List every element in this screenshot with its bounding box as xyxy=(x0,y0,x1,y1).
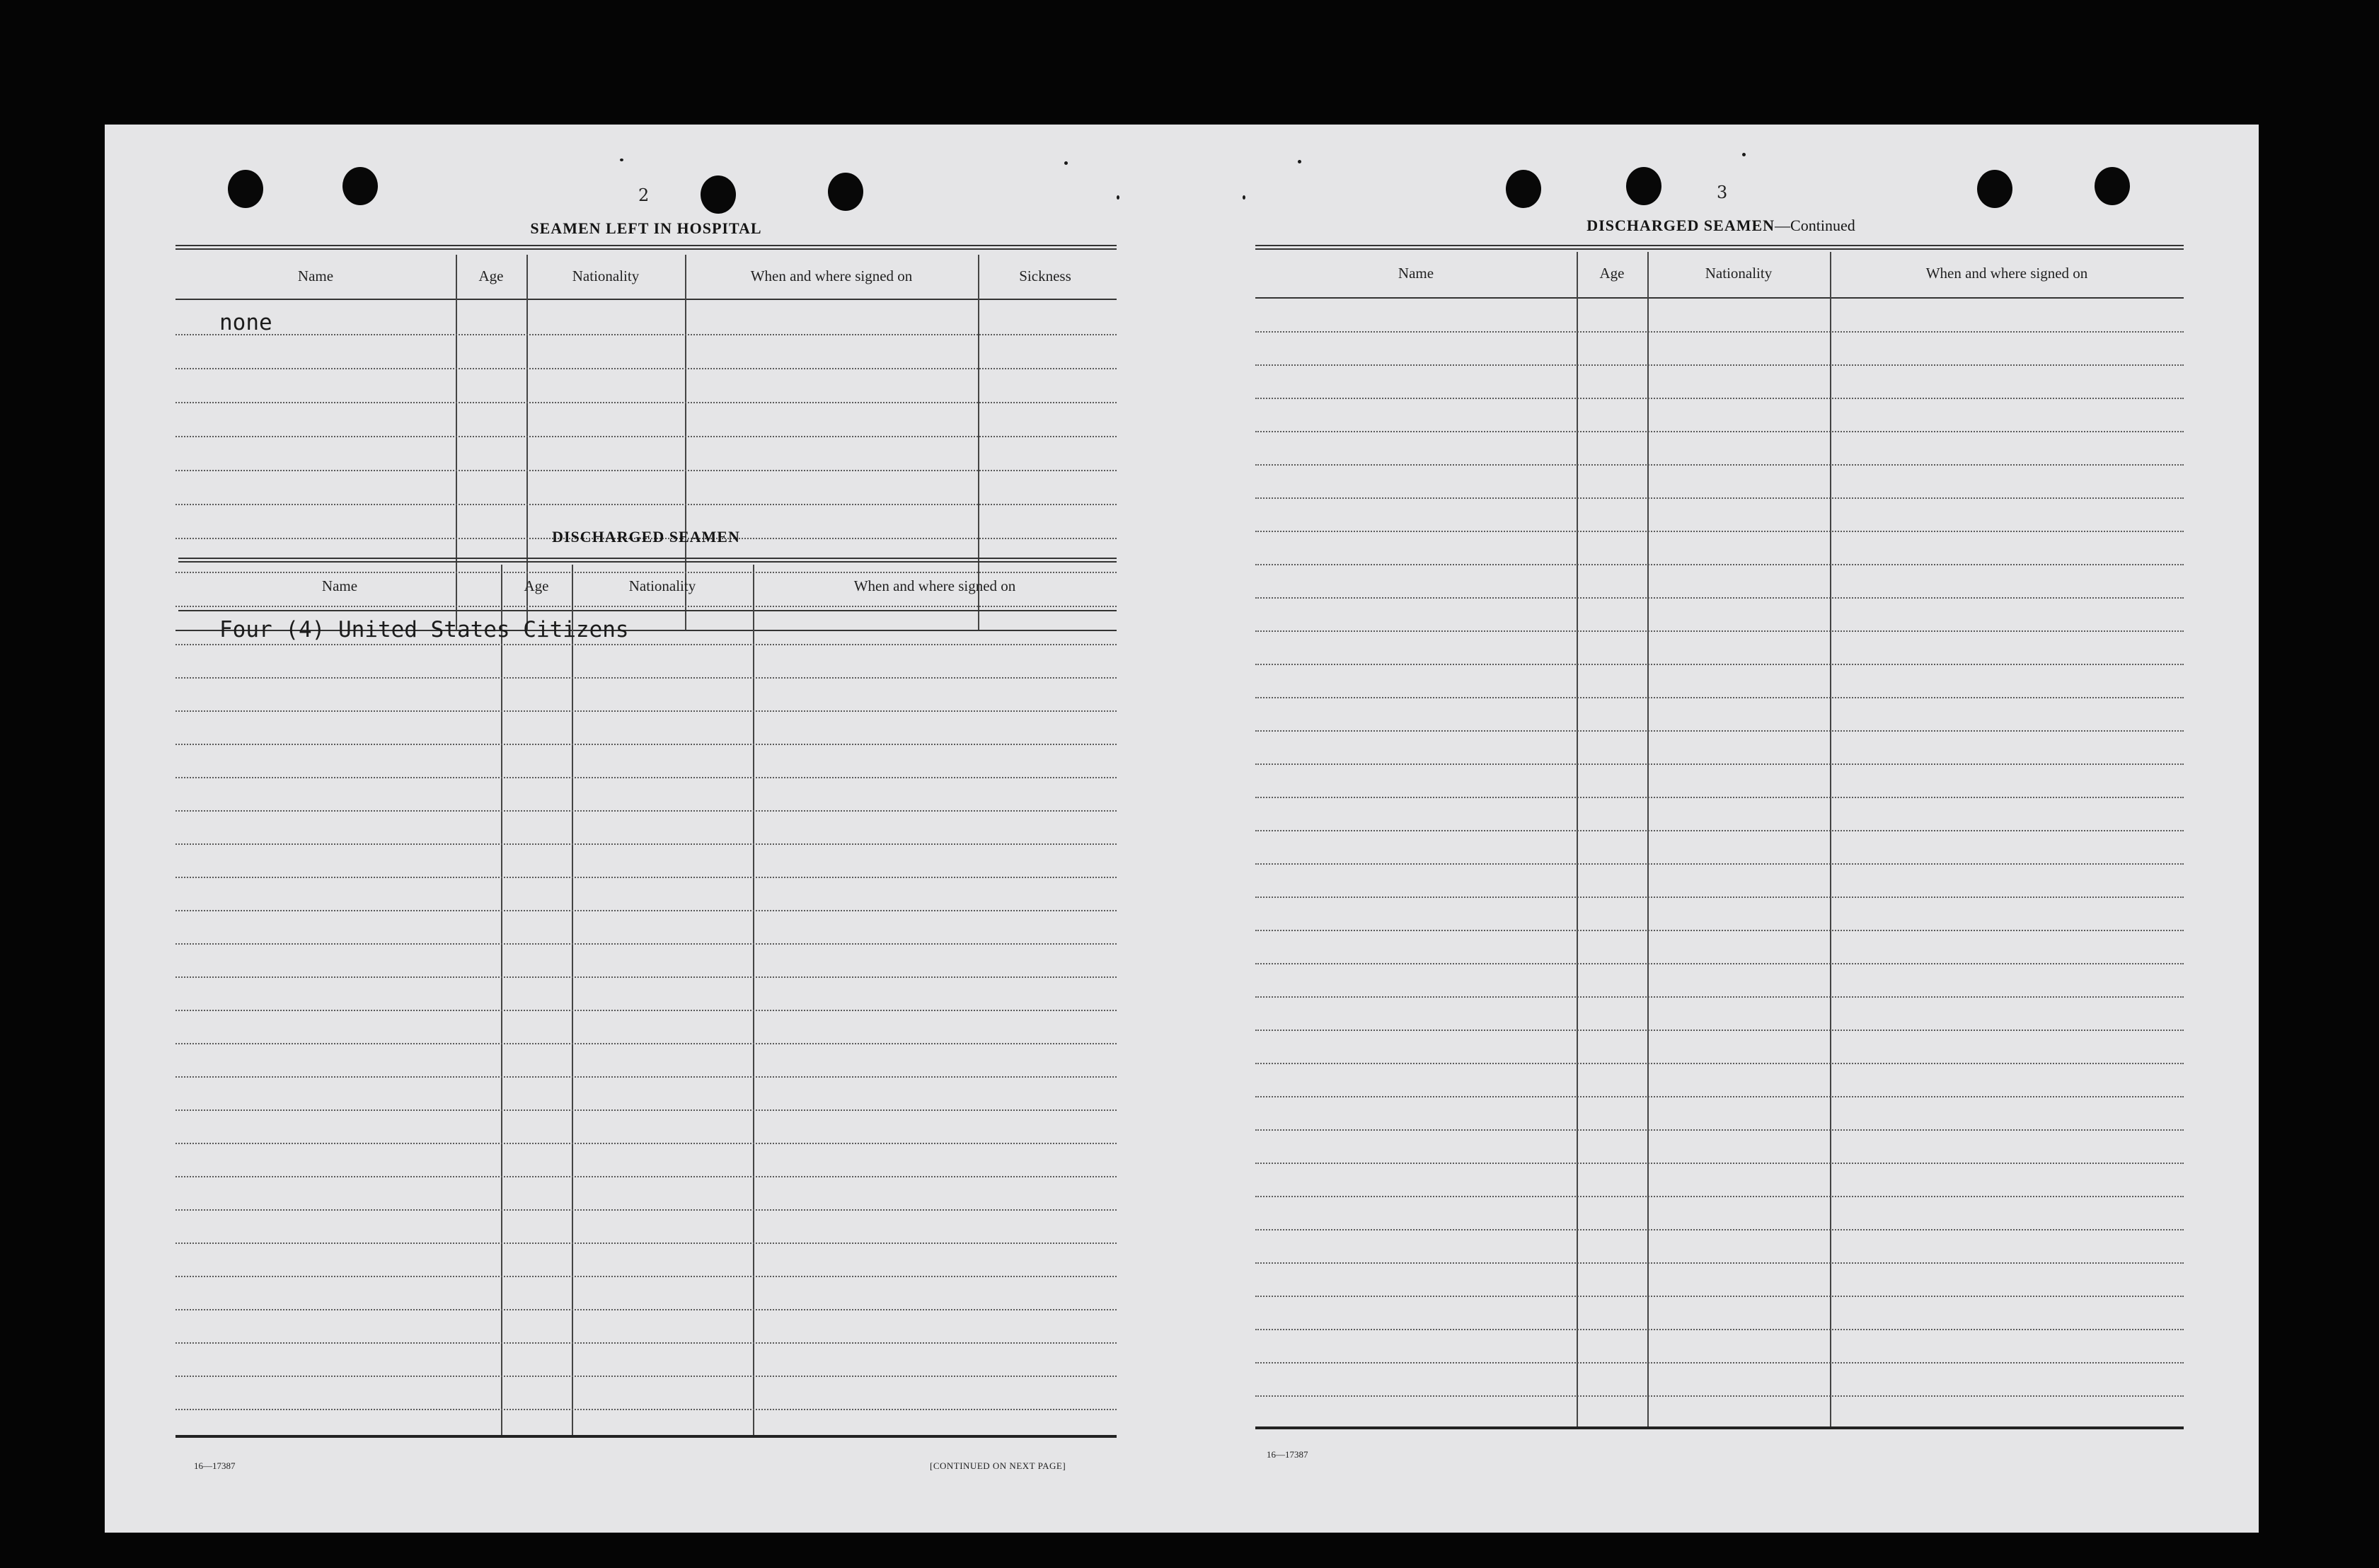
discharged-col-signed-on: When and where signed on xyxy=(853,577,1016,594)
table-row-line xyxy=(1255,1030,2184,1031)
table-row-line xyxy=(175,1010,1117,1011)
table-row-line xyxy=(1255,364,2184,366)
form-number: 16—17387 xyxy=(1267,1449,1308,1460)
right-table-bottom-rule xyxy=(1255,1426,2184,1429)
hospital-row-line xyxy=(175,436,1117,437)
table-row-line xyxy=(1255,1229,2184,1230)
table-row-line xyxy=(1255,1129,2184,1131)
table-row-line xyxy=(1255,996,2184,998)
right-header-rule xyxy=(1255,297,2184,299)
hospital-row-line xyxy=(175,402,1117,403)
table-row-line xyxy=(1255,797,2184,798)
table-row-line xyxy=(1255,398,2184,399)
right-col-age: Age xyxy=(1599,265,1625,282)
table-row-line xyxy=(1255,1296,2184,1297)
table-row-line xyxy=(175,1276,1117,1277)
table-row-line xyxy=(175,1342,1117,1344)
table-row-line xyxy=(175,1409,1117,1410)
table-row-line xyxy=(1255,1163,2184,1164)
discharged-continued-title xyxy=(1258,217,2184,235)
table-row-line xyxy=(1255,331,2184,333)
right-col-nationality: Nationality xyxy=(1705,265,1773,282)
table-row-line xyxy=(1255,763,2184,765)
right-col-name: Name xyxy=(1398,265,1434,282)
hospital-header-rule xyxy=(175,299,1117,300)
form-number: 16—17387 xyxy=(194,1460,236,1471)
discharged-entry-text: Four (4) United States Citizens xyxy=(219,617,629,642)
table-row-line xyxy=(175,1309,1117,1310)
table-row-line xyxy=(1255,1262,2184,1264)
page-number: 2 xyxy=(638,185,650,205)
hospital-col-signed-on: When and where signed on xyxy=(750,267,913,284)
hospital-col-divider xyxy=(456,255,457,631)
table-row-line xyxy=(1255,564,2184,565)
hospital-col-age: Age xyxy=(478,267,504,284)
hospital-section-title: SEAMEN LEFT IN HOSPITAL xyxy=(530,219,762,237)
hospital-col-name: Name xyxy=(297,267,334,284)
hospital-col-sickness: Sickness xyxy=(1019,267,1071,284)
hospital-table-top-rule xyxy=(175,245,1117,250)
table-row-line xyxy=(1255,464,2184,466)
table-row-line xyxy=(175,1243,1117,1244)
table-row-line xyxy=(175,877,1117,878)
table-row-line xyxy=(1255,697,2184,698)
discharged-col-age: Age xyxy=(524,577,549,594)
table-row-line xyxy=(1255,531,2184,532)
hospital-col-divider xyxy=(526,255,528,631)
table-row-line xyxy=(1255,431,2184,432)
table-row-line xyxy=(175,644,1117,645)
table-row-line xyxy=(175,910,1117,911)
table-row-line xyxy=(1255,597,2184,599)
table-row-line xyxy=(175,1043,1117,1044)
table-row-line xyxy=(1255,1096,2184,1097)
table-row-line xyxy=(1255,1196,2184,1197)
table-row-line xyxy=(1255,830,2184,831)
table-row-line xyxy=(175,1209,1117,1211)
table-row-line xyxy=(1255,664,2184,665)
hospital-row-line xyxy=(175,368,1117,369)
table-row-line xyxy=(1255,963,2184,964)
hospital-entry-text: none xyxy=(219,310,272,335)
discharged-table-top-rule xyxy=(178,558,1117,563)
page-number: 3 xyxy=(1717,183,1728,202)
table-row-line xyxy=(175,810,1117,812)
discharged-col-name: Name xyxy=(321,577,358,594)
hospital-row-line xyxy=(175,606,1117,607)
table-row-line xyxy=(1255,897,2184,898)
right-col-divider xyxy=(1830,252,1831,1426)
hospital-col-nationality: Nationality xyxy=(572,267,640,284)
discharged-col-divider xyxy=(501,565,502,1435)
table-row-line xyxy=(1255,497,2184,499)
table-row-line xyxy=(1255,730,2184,732)
continued-note: [CONTINUED ON NEXT PAGE] xyxy=(930,1460,1066,1471)
hospital-row-line xyxy=(175,504,1117,505)
table-row-line xyxy=(1255,1362,2184,1364)
table-row-line xyxy=(175,1076,1117,1078)
title-main: DISCHARGED SEAMEN xyxy=(1586,217,1775,234)
hospital-col-divider xyxy=(685,255,686,631)
table-row-line xyxy=(1255,863,2184,865)
table-row-line xyxy=(175,943,1117,945)
title-suffix: —Continued xyxy=(1775,217,1855,234)
table-row-line xyxy=(175,710,1117,712)
discharged-col-divider xyxy=(753,565,754,1435)
hospital-row-line xyxy=(175,470,1117,471)
table-row-line xyxy=(175,976,1117,978)
hospital-row-line xyxy=(175,334,1117,335)
right-table-top-rule xyxy=(1255,245,2184,250)
table-row-line xyxy=(1255,930,2184,931)
hospital-col-divider xyxy=(978,255,979,631)
table-row-line xyxy=(175,1376,1117,1377)
discharged-section-title: DISCHARGED SEAMEN xyxy=(552,528,740,546)
discharged-header-rule xyxy=(178,610,1117,611)
table-row-line xyxy=(175,1109,1117,1111)
table-row-line xyxy=(1255,1395,2184,1397)
table-row-line xyxy=(175,1176,1117,1177)
left-page xyxy=(105,125,1187,1533)
table-row-line xyxy=(175,677,1117,679)
right-col-divider xyxy=(1577,252,1578,1426)
right-page xyxy=(1187,125,2259,1533)
table-row-line xyxy=(175,744,1117,745)
hospital-row-line xyxy=(175,572,1117,573)
table-row-line xyxy=(175,777,1117,778)
table-row-line xyxy=(1255,1063,2184,1064)
table-row-line xyxy=(1255,1329,2184,1330)
right-col-divider xyxy=(1647,252,1649,1426)
discharged-table-bottom-rule xyxy=(175,1435,1117,1438)
discharged-col-nationality: Nationality xyxy=(628,577,696,594)
table-row-line xyxy=(1255,630,2184,632)
table-row-line xyxy=(175,1143,1117,1144)
right-col-signed-on: When and where signed on xyxy=(1925,265,2088,282)
table-row-line xyxy=(175,843,1117,845)
document-sheet xyxy=(105,125,2259,1533)
discharged-col-divider xyxy=(572,565,573,1435)
